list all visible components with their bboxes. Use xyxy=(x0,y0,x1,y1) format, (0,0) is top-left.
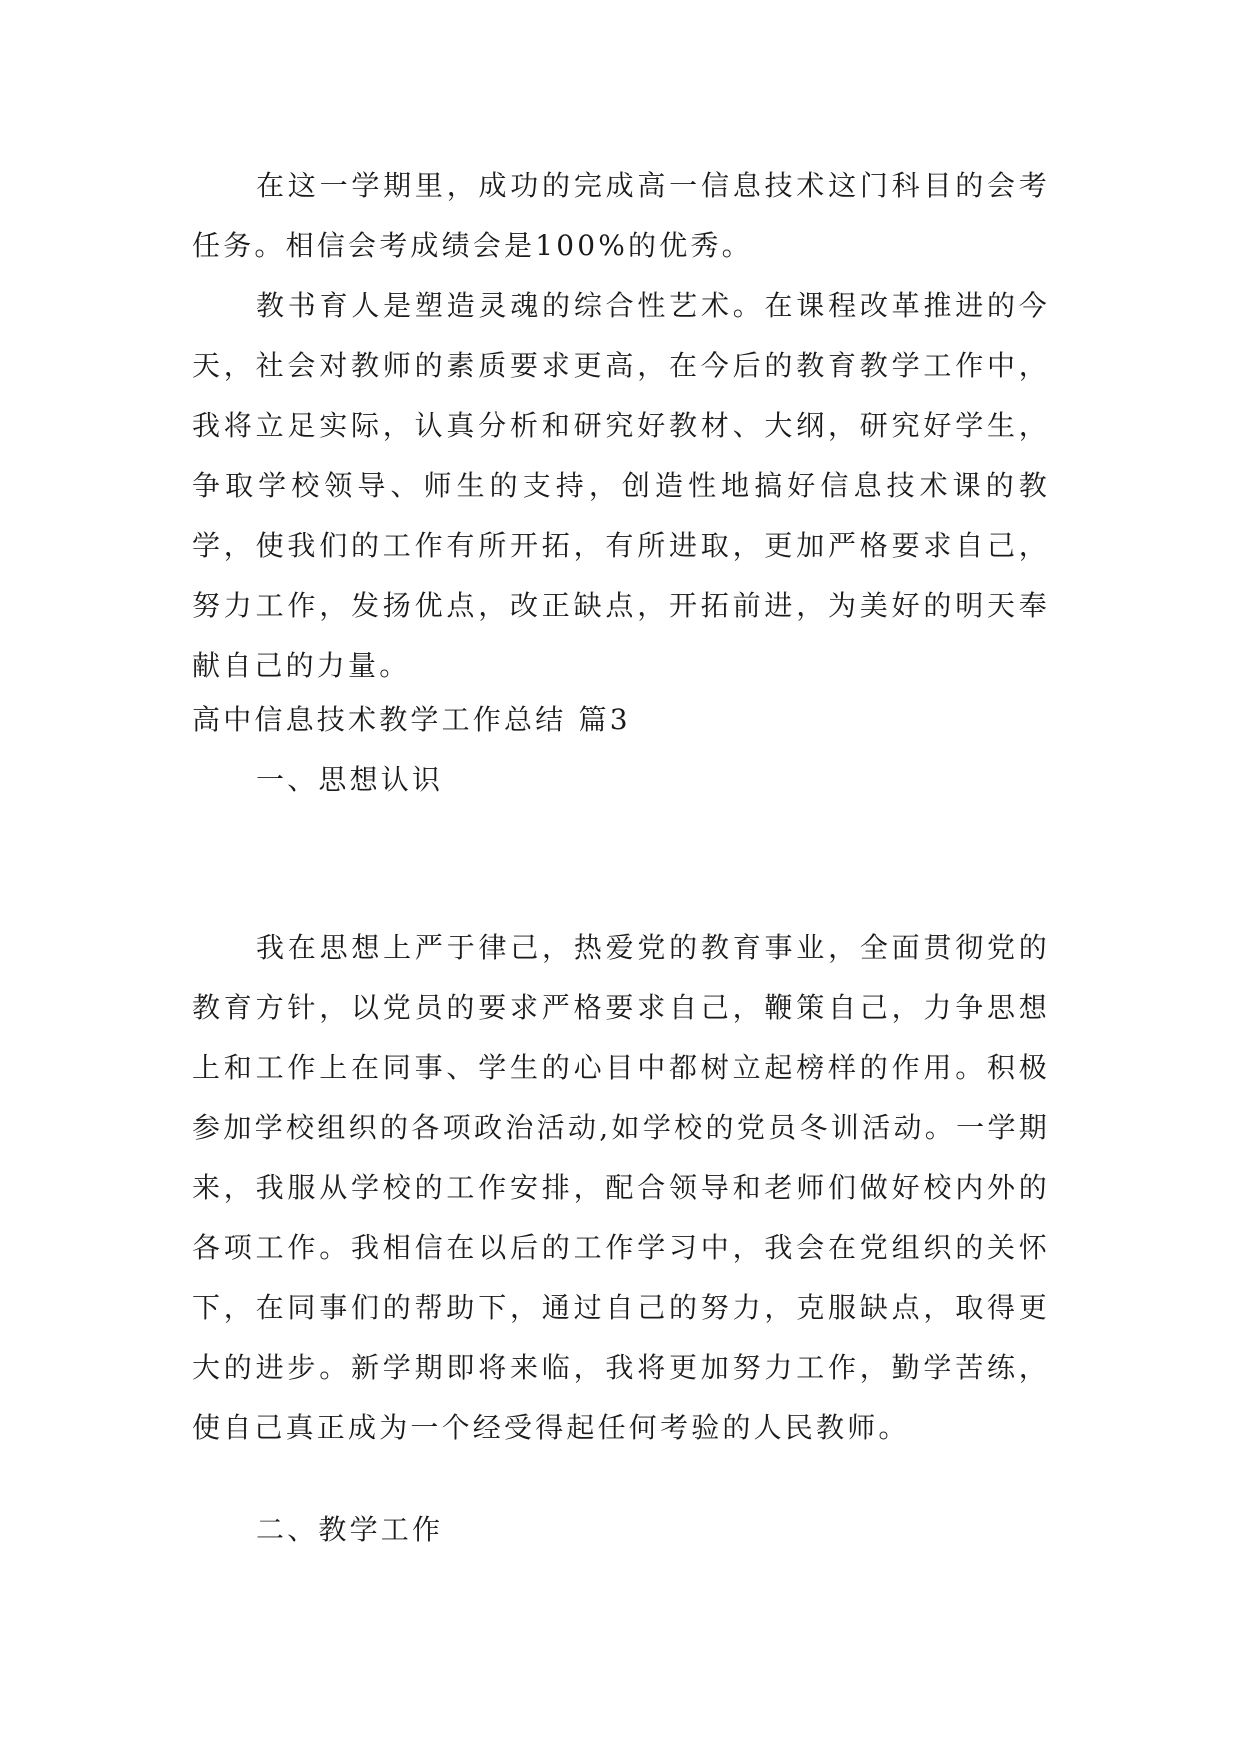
section-heading: 高中信息技术教学工作总结 篇3 xyxy=(192,703,631,736)
subheading-ideology: 一、思想认识 xyxy=(256,763,444,796)
paragraph-teaching-art: 教书育人是塑造灵魂的综合性艺术。在课程改革推进的今天，社会对教师的素质要求更高，在今后的教育教学工作中，我将立足实际，认真分析和研究好教材、大纲，研究好学生，争取学校领导、师生的支持，创造性地搞好信息技术课的教学，使我们的工作有所开拓，有所进取，更加严格要求自己，努力工作，发扬优点，改正缺点，开拓前进，为美好的明天奉献自己的力量。 xyxy=(192,289,1050,682)
paragraph-ideology: 我在思想上严于律己，热爱党的教育事业，全面贯彻党的教育方针，以党员的要求严格要求自己，鞭策自己，力争思想上和工作上在同事、学生的心目中都树立起榜样的作用。积极参加学校组织的各项政治活动,如学校的党员冬训活动。一学期来，我服从学校的工作安排，配合领导和老师们做好校内外的各项工作。我相信在以后的工作学习中，我会在党组织的关怀下，在同事们的帮助下，通过自己的努力，克服缺点，取得更大的进步。新学期即将来临，我将更加努力工作，勤学苦练，使自己真正成为一个经受得起任何考验的人民教师。 xyxy=(192,931,1050,1444)
subheading-teaching-work: 二、教学工作 xyxy=(256,1513,444,1546)
paragraph-exam-task: 在这一学期里，成功的完成高一信息技术这门科目的会考任务。相信会考成绩会是100%的优秀。 xyxy=(192,169,1050,262)
